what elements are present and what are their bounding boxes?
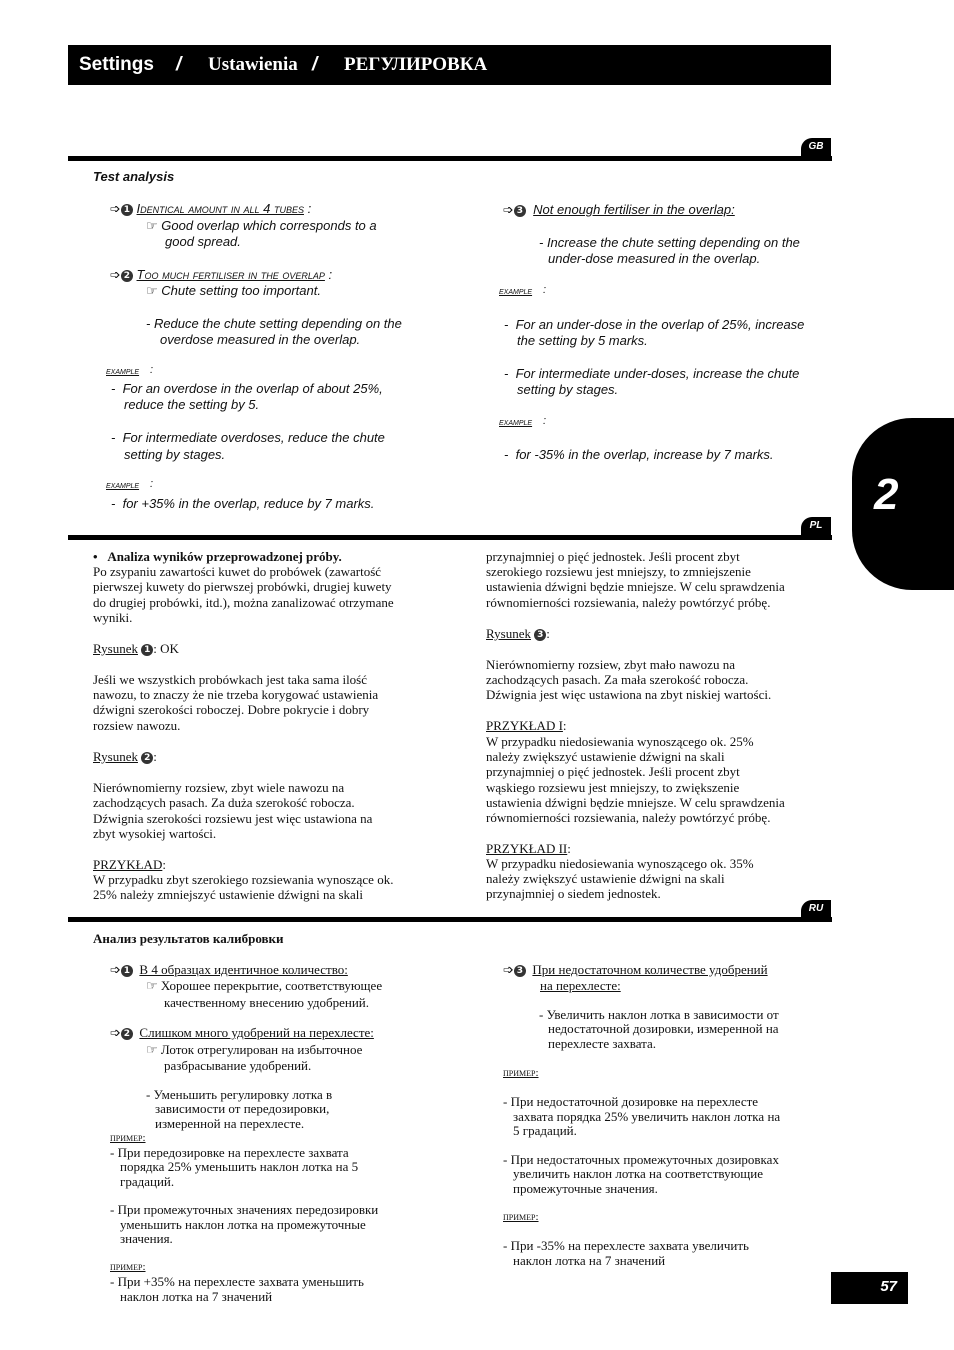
- gb-ex3: [111, 496, 374, 512]
- colon: :: [150, 478, 154, 490]
- dash: -: [111, 381, 116, 396]
- pl-ok: : OK: [153, 641, 179, 656]
- gb-ex5-text: For intermediate under-doses, increase the chute: [515, 366, 800, 381]
- arrow-icon: ➩: [110, 1025, 121, 1040]
- arrow-icon: ➩: [110, 201, 121, 216]
- section-divider: [68, 917, 832, 922]
- bullet: •: [93, 549, 98, 564]
- colon: :: [153, 749, 157, 764]
- ru-item1-note: [146, 978, 382, 994]
- pl-example-1-label: PRZYKŁAD I: [486, 718, 563, 733]
- gb-item2-note: [146, 283, 321, 299]
- colon: :: [562, 718, 567, 733]
- gb-ex6: [504, 447, 774, 463]
- pl-figure-3: [486, 626, 550, 642]
- pl-intro-4: wyniki.: [93, 610, 133, 625]
- gb-item1-note-text: Good overlap which corresponds to a: [161, 218, 377, 233]
- header-ustawienia: Ustawienia: [208, 54, 298, 75]
- pl-p6-3: przynajmniej o siedem jednostek.: [486, 886, 661, 901]
- lang-tag-gb: GB: [801, 138, 831, 156]
- pl-p5-4: wąskiego rozsiewu jest mniejszy, to zwiększenie: [486, 780, 740, 795]
- dash: -: [111, 496, 116, 511]
- ru-item3: [503, 962, 768, 978]
- gb-ex3-text: for +35% in the overlap, reduce by 7 marks.: [122, 496, 375, 511]
- pl-p4-1: Nierównomierny rozsiew, zbyt mało nawozu na: [486, 657, 735, 672]
- pl-figure-label: Rysunek: [486, 626, 531, 641]
- colon: :: [150, 364, 154, 376]
- gb-example-label: example: [106, 366, 140, 377]
- ru-e4-2: захвата порядка 25% увеличить наклон лотка на: [513, 1109, 781, 1124]
- ru-title: Анализ результатов калибровки: [93, 931, 284, 946]
- gb-ex1-2: reduce the setting by 5.: [124, 397, 260, 412]
- chapter-tab: [852, 418, 954, 590]
- gb-ex5: [504, 366, 799, 382]
- page-header: [68, 45, 831, 85]
- gb-item3-inc-1: - Increase the chute setting depending on the: [539, 235, 800, 250]
- arrow-icon: ➩: [110, 267, 121, 282]
- gb-ex6-text: for -35% in the overlap, increase by 7 marks.: [515, 447, 774, 462]
- number-3-icon: 3: [514, 205, 526, 217]
- gb-ex1: [111, 381, 383, 397]
- hand-icon: ☞: [146, 218, 158, 233]
- colon: :: [543, 415, 547, 427]
- gb-item3-inc-2: under-dose measured in the overlap.: [548, 251, 761, 266]
- gb-item3-heading: Not enough fertiliser in the overlap:: [533, 202, 735, 217]
- pl-figure-2: [93, 749, 157, 765]
- gb-ex2-text: For intermediate overdoses, reduce the chute: [122, 430, 385, 445]
- pl-p1-4: rozsiew nawozu.: [93, 718, 181, 733]
- gb-item1-note: [146, 218, 377, 234]
- number-1-icon: 1: [141, 644, 153, 656]
- ru-item3-inc-2: недостаточной дозировки, измеренной на: [548, 1021, 779, 1036]
- section-divider: [68, 156, 832, 161]
- gb-item2-heading: Too much fertiliser in the overlap: [136, 267, 325, 282]
- pl-example-label: PRZYKŁAD: [93, 857, 163, 872]
- pl-p6-1: W przypadku niedosiewania wynoszącego ok. 35%: [486, 856, 754, 871]
- pl-p2-4: zbyt wysokiej wartości.: [93, 826, 217, 841]
- dash: -: [111, 430, 116, 445]
- ru-item2-reduce-1: - Уменьшить регулировку лотка в: [146, 1087, 333, 1102]
- pl-intro-3: do drugiej probówki, itd.), można zanalizować otrzymane: [93, 595, 394, 610]
- ru-item3-heading: При недостаточном количестве удобрений: [532, 962, 768, 977]
- pl-intro-2: pierwszej kuwety do pierwszej probówki, drugiej kuwety: [93, 579, 392, 594]
- pl-figure-label: Rysunek: [93, 749, 138, 764]
- gb-item2-reduce-2: overdose measured in the overlap.: [160, 332, 361, 347]
- header-slash: /: [176, 54, 182, 75]
- pl-p1-2: nawozu, to znaczy że nie trzeba korygować ustawienia: [93, 687, 379, 702]
- pl-p4-3: Dźwignia jest więc ustawiona na zbyt niskiej wartości.: [486, 687, 772, 702]
- ru-e3-2: наклон лотка на 7 значений: [120, 1289, 273, 1304]
- gb-example-label: example: [499, 286, 533, 297]
- header-regulirovka: РЕГУЛИРОВКА: [344, 54, 488, 75]
- ru-e5-2: увеличить наклон лотка на соответствующие: [513, 1166, 764, 1181]
- pl-p2-3: Dźwignia szerokości rozsiewu jest więc ustawiona na: [93, 811, 373, 826]
- ru-example-label: пример:: [110, 1261, 146, 1273]
- pl-title: [93, 549, 342, 565]
- arrow-icon: ➩: [110, 962, 121, 977]
- ru-item3-inc-1: - Увеличить наклон лотка в зависимости от: [539, 1007, 779, 1022]
- ru-item1: [110, 962, 348, 978]
- ru-e2-1: - При промежуточных значениях передозировки: [110, 1202, 379, 1217]
- pl-p5-3: przynajmniej o pięć jednostek. Jeśli procent zbyt: [486, 764, 740, 779]
- pl-p2-1: Nierównomierny rozsiew, zbyt wiele nawozu na: [93, 780, 345, 795]
- ru-example-label: пример:: [503, 1211, 539, 1223]
- page-number: 57: [880, 1278, 897, 1295]
- ru-e2-2: уменьшить наклон лотка на промежуточные: [120, 1217, 366, 1232]
- number-2-icon: 2: [121, 270, 133, 282]
- colon: :: [162, 857, 166, 872]
- arrow-icon: ➩: [503, 962, 514, 977]
- ru-item2-reduce-2: зависимости от передозировки,: [155, 1101, 330, 1116]
- ru-e5-1: - При недостаточных промежуточных дозировках: [503, 1152, 779, 1167]
- colon: :: [546, 626, 550, 641]
- ru-example-label: пример:: [503, 1067, 539, 1079]
- page-number-box: [831, 1272, 908, 1304]
- gb-ex2-2: setting by stages.: [124, 447, 226, 462]
- ru-e3-1: - При +35% на перехлесте захвата уменьшить: [110, 1274, 364, 1289]
- pl-c2-4: równomierności rozsiewania, należy powtórzyć próbę.: [486, 595, 771, 610]
- pl-c2-3: ustawienia dźwigni będzie mniejsze. W celu sprawdzenia: [486, 579, 785, 594]
- ru-e4-3: 5 градаций.: [513, 1123, 577, 1138]
- ru-item2-note-text: Лоток отрегулирован на избыточное: [160, 1042, 363, 1057]
- gb-ex4: [504, 317, 804, 333]
- pl-p6-2: należy zwiększyć ustawienie dźwigni na skali: [486, 871, 725, 886]
- ru-e5-3: промежуточные значения.: [513, 1181, 658, 1196]
- gb-example-label: example: [499, 417, 533, 428]
- ru-e1-3: градаций.: [120, 1174, 175, 1189]
- gb-item1-note-2: good spread.: [165, 234, 241, 249]
- pl-p1-1: Jeśli we wszystkich probówkach jest taka sama ilość: [93, 672, 368, 687]
- gb-item3: [503, 202, 735, 218]
- hand-icon: ☞: [146, 1042, 158, 1057]
- pl-example-1: [486, 718, 567, 734]
- pl-example: [93, 857, 166, 873]
- ru-item2-heading: Слишком много удобрений на перехлесте:: [139, 1025, 374, 1040]
- header-slash: /: [312, 54, 318, 75]
- ru-item2-note-2: разбрасывание удобрений.: [164, 1058, 312, 1073]
- gb-ex4-text: For an under-dose in the overlap of 25%, increase: [515, 317, 805, 332]
- colon: :: [324, 267, 333, 282]
- pl-p3-2: 25% należy zmniejszyć ustawienie dźwigni na skali: [93, 887, 364, 902]
- gb-item2-note-text: Chute setting too important.: [161, 283, 321, 298]
- section-divider: [68, 535, 832, 540]
- number-3-icon: 3: [534, 629, 546, 641]
- gb-item1-heading: Identical amount in all 4 tubes: [136, 201, 304, 216]
- number-2-icon: 2: [141, 752, 153, 764]
- ru-item3-inc-3: перехлесте захвата.: [548, 1036, 657, 1051]
- chapter-number: 2: [874, 470, 899, 519]
- header-settings: Settings: [79, 54, 154, 75]
- ru-e1-1: - При передозировке на перехлесте захвата: [110, 1145, 349, 1160]
- colon: :: [303, 201, 312, 216]
- pl-p5-2: należy zwiększyć ustawienie dźwigni na skali: [486, 749, 725, 764]
- ru-example-label: пример:: [110, 1132, 146, 1144]
- pl-p4-2: zachodzących pasach. Za mała szerokość robocza.: [486, 672, 749, 687]
- number-2-icon: 2: [121, 1028, 133, 1040]
- gb-item2: [110, 267, 332, 283]
- pl-p1-3: dźwigni szerokości roboczej. Dobre pokrycie i dobry: [93, 702, 370, 717]
- pl-example-2: [486, 841, 571, 857]
- gb-ex1-text: For an overdose in the overlap of about 25%,: [122, 381, 383, 396]
- pl-intro-1: Po zsypaniu zawartości kuwet do probówek (zawartość: [93, 564, 382, 579]
- hand-icon: ☞: [146, 283, 158, 298]
- dash: -: [504, 447, 509, 462]
- pl-p5-5: ustawienia dźwigni będzie mniejsze. W celu sprawdzenia: [486, 795, 785, 810]
- ru-e2-3: значения.: [120, 1231, 173, 1246]
- pl-figure-1: [93, 641, 179, 657]
- hand-icon: ☞: [146, 978, 158, 993]
- ru-e6-2: наклон лотка на 7 значений: [513, 1253, 666, 1268]
- lang-tag-pl: PL: [801, 517, 831, 535]
- gb-item1: [110, 201, 311, 217]
- ru-item3-heading-2: на перехлесте:: [540, 978, 621, 993]
- gb-item2-reduce-1: - Reduce the chute setting depending on the: [146, 316, 402, 331]
- pl-figure-label: Rysunek: [93, 641, 138, 656]
- pl-p5-6: równomierności rozsiewania, należy powtórzyć próbę.: [486, 810, 771, 825]
- colon: :: [543, 284, 547, 296]
- gb-ex5-2: setting by stages.: [517, 382, 619, 397]
- gb-example-label: example: [106, 480, 140, 491]
- gb-ex2: [111, 430, 385, 446]
- ru-item1-note-2: качественному внесению удобрений.: [164, 995, 369, 1010]
- ru-e1-2: порядка 25% уменьшить наклон лотка на 5: [120, 1159, 359, 1174]
- lang-tag-ru: RU: [801, 900, 831, 918]
- pl-c2-2: szerokiego rozsiewu jest mniejszy, to zmniejszenie: [486, 564, 751, 579]
- number-1-icon: 1: [121, 965, 133, 977]
- pl-example-2-label: PRZYKŁAD II: [486, 841, 568, 856]
- pl-p5-1: W przypadku niedosiewania wynoszącego ok. 25%: [486, 734, 754, 749]
- pl-p2-2: zachodzących pasach. Za duża szerokość robocza.: [93, 795, 355, 810]
- dash: -: [504, 317, 509, 332]
- ru-item2-reduce-3: измеренной на перехлесте.: [155, 1116, 305, 1131]
- number-1-icon: 1: [121, 204, 133, 216]
- pl-title-text: Analiza wyników przeprowadzonej próby.: [107, 549, 342, 564]
- ru-e4-1: - При недостаточной дозировке на перехлесте: [503, 1094, 759, 1109]
- pl-p3-1: W przypadku zbyt szerokiego rozsiewania wynoszące ok.: [93, 872, 394, 887]
- ru-item2: [110, 1025, 374, 1041]
- arrow-icon: ➩: [503, 202, 514, 217]
- ru-item2-note: [146, 1042, 362, 1058]
- ru-item1-heading: В 4 образцах идентичное количество:: [139, 962, 348, 977]
- pl-c2-1: przynajmniej o pięć jednostek. Jeśli procent zbyt: [486, 549, 740, 564]
- ru-item1-note-text: Хорошее перекрытие, соответствующее: [160, 978, 383, 993]
- gb-title: Test analysis: [93, 169, 175, 184]
- colon: :: [567, 841, 571, 856]
- ru-e6-1: - При -35% на перехлесте захвата увеличить: [503, 1238, 749, 1253]
- dash: -: [504, 366, 509, 381]
- number-3-icon: 3: [514, 965, 526, 977]
- gb-ex4-2: the setting by 5 marks.: [517, 333, 648, 348]
